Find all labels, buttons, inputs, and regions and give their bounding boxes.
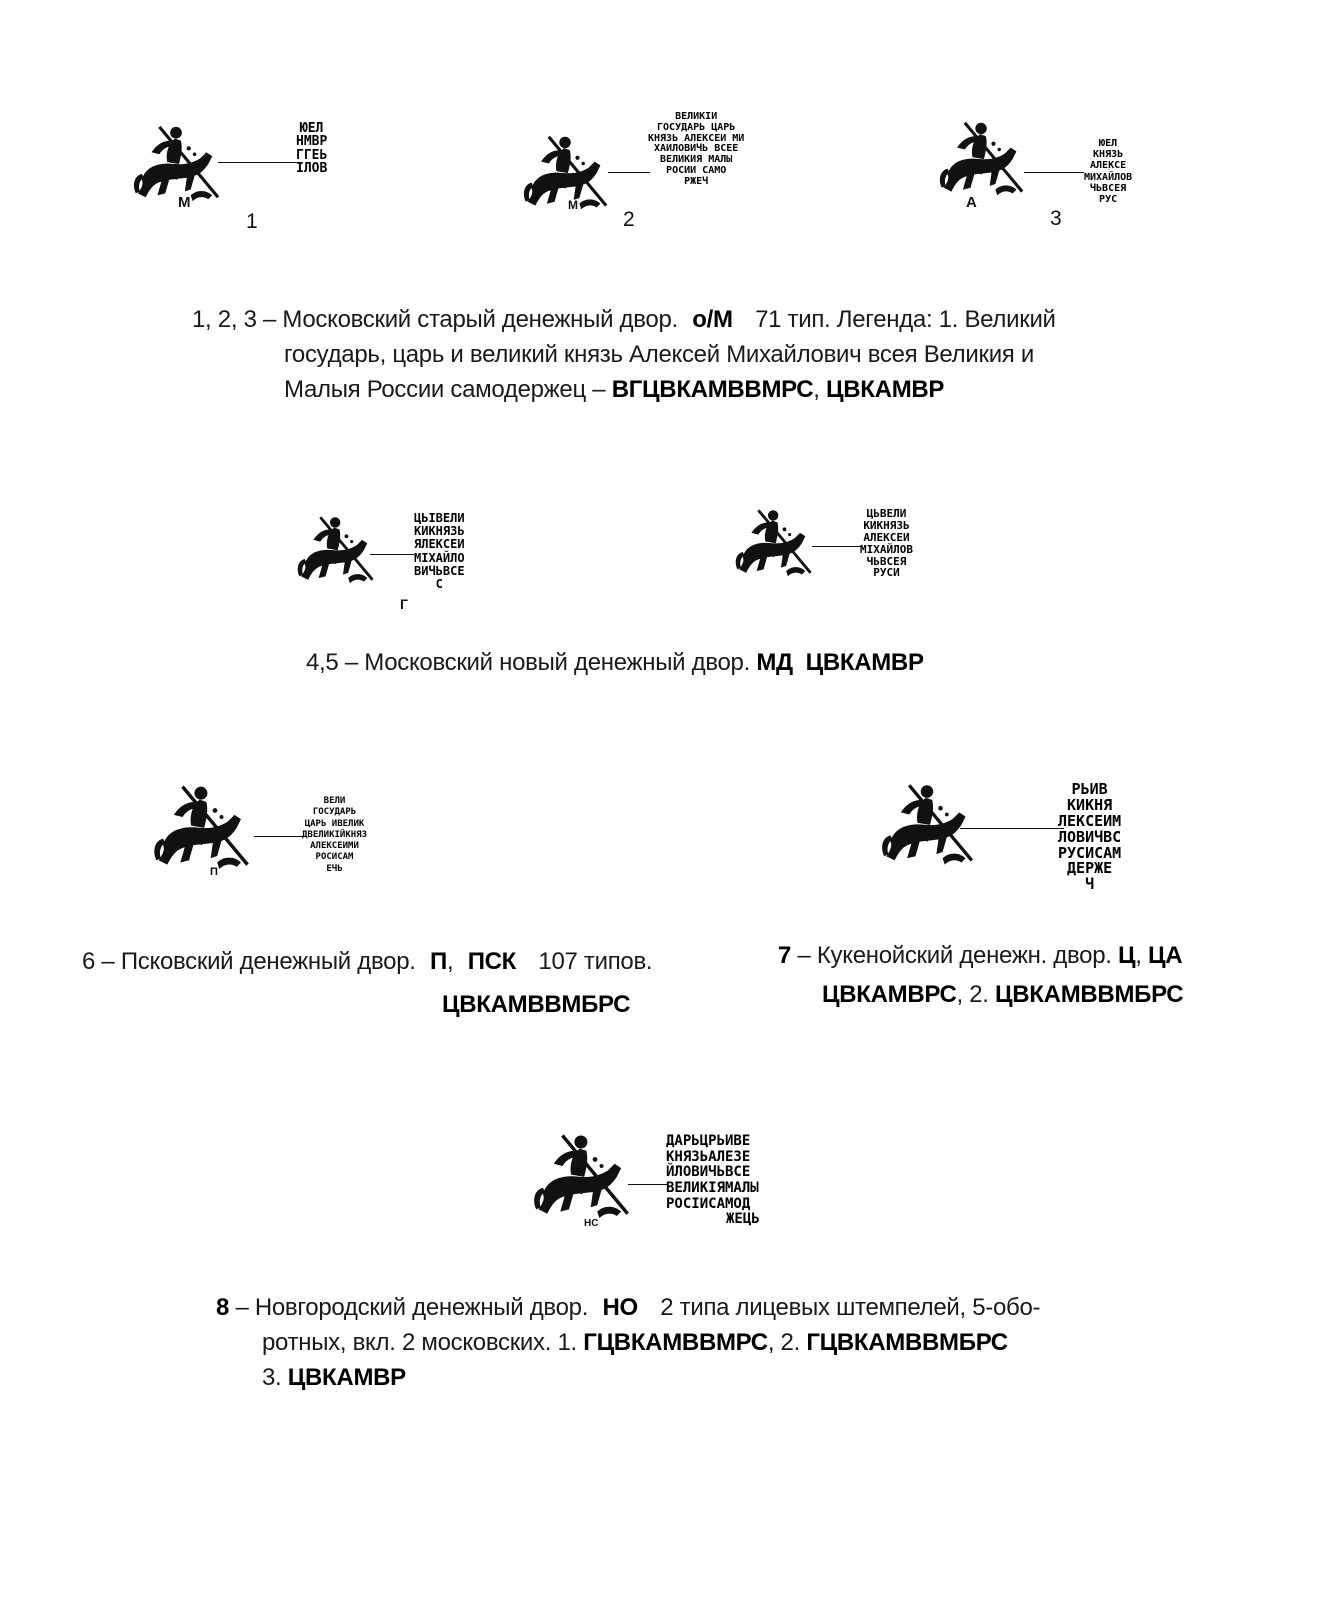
mintmark: Г	[400, 596, 408, 612]
coin-legend: РЬИВ КИКНЯ ЛЕКСЕИМ ЛОВИЧВС РУСИСАМ ДЕРЖЕ Ч	[1058, 780, 1122, 894]
leader-line	[1024, 172, 1084, 173]
coin-5	[734, 500, 964, 600]
coin-1	[128, 112, 398, 222]
coin-number-1: 1	[246, 210, 258, 233]
coin-legend: ЦЬІВЕЛИ КИКНЯЗЬ ЯЛЕКСЕИ МІХАЙЛО ВИЧЬВСЕ С	[414, 511, 465, 591]
coin-number-2: 2	[623, 208, 635, 231]
rider-image	[880, 772, 976, 882]
mintmark: М	[178, 194, 191, 211]
leader-line	[608, 172, 650, 173]
leader-line	[370, 554, 414, 555]
leader-line	[960, 828, 1064, 829]
caption-8: 8 – Новгородский денежный двор. НО 2 типа лицевых штемпелей, 5-обо- ротных, вкл. 2 московских. 1. ГЦВКАМВВМРС, 2. ГЦВКАМВВМБРС 3. ЦВКАМВР	[216, 1294, 1041, 1391]
coin-number-3: 3	[1050, 207, 1062, 230]
coin-8	[532, 1124, 822, 1254]
mintmark: П	[210, 866, 218, 878]
rider-image	[296, 506, 376, 598]
rider-image	[532, 1124, 632, 1234]
coin-3	[936, 112, 1196, 222]
coin-legend: ЮЕЛ НМВР ГГЕЬ ІЛОВ	[296, 121, 328, 176]
coin-7	[880, 772, 1190, 902]
rider-image	[734, 500, 814, 590]
leader-line	[218, 162, 300, 163]
mintmark: А	[966, 194, 977, 211]
coin-legend: ЮЕЛ КНЯЗЬ АЛЕКСЕ МИХАЙЛОВ ЧЬВСЕЯ РУС	[1084, 138, 1133, 205]
rider-image	[938, 114, 1026, 208]
mintmark: М	[568, 198, 578, 212]
leader-line	[812, 546, 862, 547]
coin-4	[296, 500, 536, 620]
coin-legend: ВЕЛИКІИ ГОСУДАРЬ ЦАРЬ КНЯЗЬ АЛЕКСЕИ МИ ХАИЛОВИЧЬ ВСЕЕ ВЕЛИКИЯ МАЛЫ РОСИИ САМО РЖЕЧ	[648, 111, 745, 187]
rider-image	[150, 778, 254, 882]
coin-6	[150, 776, 420, 896]
rider-image	[132, 118, 222, 214]
leader-line	[628, 1184, 668, 1185]
caption-7: 7 – Кукенойский денежн. двор. Ц, ЦА ЦВКАМВРС, 2. ЦВКАМВВМБРС	[778, 942, 1184, 1008]
caption-4-5: 4,5 – Московский новый денежный двор. МД ЦВКАМВР	[306, 649, 924, 676]
coin-legend: ДАРЬЦРЬИВЕ КНЯЗЬАЛЕЗЕ ЙЛОВИЧЬВСЕ ВЕЛИКІЯМАЛЫ РОСІИСАМОД ЖЕЦЬ	[666, 1133, 760, 1228]
caption-1-3: 1, 2, 3 – Московский старый денежный двор. о/М 71 тип. Легенда: 1. Великий государь, царь и великий князь Алексей Михайлович всея Великия и Малыя России самодержец – ВГЦВКАМВВМРС, ЦВКАМВР	[192, 306, 1056, 403]
mintmark: НС	[584, 1218, 599, 1229]
caption-6: 6 – Псковский денежный двор. П, ПСК 107 типов. ЦВКАМВВМБРС	[82, 948, 653, 1018]
leader-line	[254, 836, 304, 837]
coin-2	[518, 112, 798, 222]
coin-legend: ЦЬВЕЛИ КИКНЯЗЬ АЛЕКСЕИ МІХАЙЛОВ ЧЬВСЕЯ РУСИ	[860, 507, 913, 580]
rider-image	[522, 128, 610, 222]
coin-legend: ВЕЛИ ГОСУДАРЬ ЦАРЬ ИВЕЛИК ДВЕЛИКІЙКНЯЗ АЛЕКСЕИМИ РОСИСАМ ЕЧЬ	[302, 796, 368, 874]
